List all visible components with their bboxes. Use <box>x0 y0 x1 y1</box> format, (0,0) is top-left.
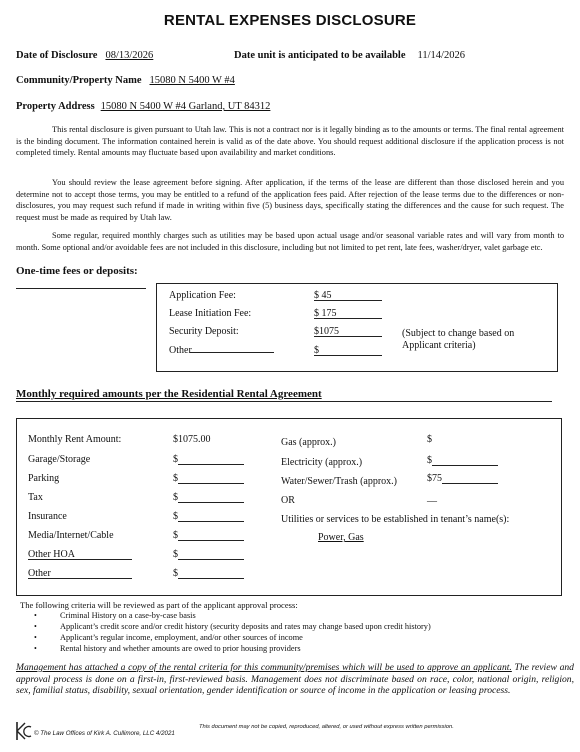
water-sewer-trash-field[interactable] <box>427 473 498 484</box>
parking-value: $ <box>173 473 178 484</box>
parking-label: Parking <box>28 473 60 484</box>
other-monthly-field[interactable] <box>173 568 244 579</box>
management-statement-underlined: Management has attached a copy of the rental criteria for this community/premises which will be used to approve an applicant. <box>16 662 512 673</box>
other-hoa-label <box>28 549 132 560</box>
or-label: OR <box>281 495 295 506</box>
bullet-icon: • <box>34 611 37 620</box>
bullet-icon: • <box>34 633 37 642</box>
insurance-value: $ <box>173 511 178 522</box>
tax-value: $ <box>173 492 178 503</box>
media-internet-cable-field[interactable] <box>173 530 244 541</box>
gas-label: Gas (approx.) <box>281 437 336 448</box>
disclosure-paragraph-3: Some regular, required monthly charges such as utilities may be based upon actual usage and/or seasonal variable rates and will vary from month to month. Some optional and/or avoidable fees are not included in this disclosure, including but not limited to pet rent, late fees, washer/dryer, valet garbage etc. <box>16 231 564 252</box>
security-deposit-field[interactable] <box>314 326 382 337</box>
bullet-icon: • <box>34 622 37 631</box>
water-sewer-trash-label: Water/Sewer/Trash (approx.) <box>281 476 398 487</box>
other-fee-value: $ <box>314 345 319 356</box>
other-fee-label: Other <box>169 345 192 356</box>
criteria-item: Rental history and whether amounts are owed to prior housing providers <box>60 644 301 653</box>
garage-storage-label: Garage/Storage <box>28 454 91 465</box>
tax-label: Tax <box>28 492 43 503</box>
tax-field[interactable] <box>173 492 244 503</box>
monthly-rent-value[interactable]: $1075.00 <box>173 434 211 445</box>
criteria-item: Applicant’s regular income, employment, and/or other sources of income <box>60 633 303 642</box>
address-value[interactable]: 15080 N 5400 W #4 Garland, UT 84312 <box>100 101 271 112</box>
onetime-divider <box>16 288 146 289</box>
security-deposit-label: Security Deposit: <box>169 326 239 337</box>
copyright-text: © The Law Offices of Kirk A. Cullimore, LLC 4/2021 <box>34 730 175 737</box>
copy-restriction-notice: This document may not be copied, reproduced, altered, or used without express written permission. <box>199 724 454 730</box>
lease-initiation-fee-field[interactable] <box>314 308 382 319</box>
tenant-utilities-value[interactable] <box>312 532 364 543</box>
kc-logo-mark <box>14 720 32 742</box>
subject-to-change-note: (Subject to change based on Applicant criteria) <box>402 328 515 351</box>
available-date-label: Date unit is anticipated to be available <box>234 50 406 61</box>
management-statement <box>16 662 574 697</box>
tenant-utilities-text: Power, Gas <box>318 532 364 543</box>
monthly-divider <box>16 401 552 402</box>
electricity-label: Electricity (approx.) <box>281 457 363 468</box>
address-row <box>16 96 270 114</box>
water-sewer-trash-value: $75 <box>427 473 442 484</box>
disclosure-date-label: Date of Disclosure <box>16 50 98 61</box>
insurance-label: Insurance <box>28 511 67 522</box>
insurance-field[interactable] <box>173 511 244 522</box>
address-label: Property Address <box>16 101 95 112</box>
tenant-utilities-label: Utilities or services to be established in tenant’s name(s): <box>281 514 510 525</box>
garage-storage-field[interactable] <box>173 454 244 465</box>
available-date-value[interactable]: 11/14/2026 <box>417 50 465 61</box>
criteria-item: Applicant’s credit score and/or credit history (security deposits and rates may change based upon credit history) <box>60 622 431 631</box>
disclosure-date-value[interactable]: 08/13/2026 <box>105 50 154 61</box>
application-fee-label: Application Fee: <box>169 290 236 301</box>
security-deposit-value: $1075 <box>314 326 339 337</box>
gas-value[interactable]: $ <box>427 434 432 445</box>
other-hoa-text: Other HOA <box>28 549 75 560</box>
disclosure-date-row <box>16 45 153 63</box>
management-statement-plain: The review and approval process is done on a first-in, first-reviewed basis. Management does not discriminate based on race, color, national origin, religion, sex, familial status, disability, sexual orientation, gender identification or source of income in the application or leasing process. <box>16 662 574 696</box>
parking-field[interactable] <box>173 473 244 484</box>
community-row <box>16 70 235 88</box>
onetime-heading: One-time fees or deposits: <box>16 265 138 277</box>
document-title: RENTAL EXPENSES DISCLOSURE <box>163 12 417 29</box>
bullet-icon: • <box>34 644 37 653</box>
or-placeholder: __ <box>427 492 437 503</box>
electricity-field[interactable] <box>427 455 498 466</box>
kc-logo <box>14 720 32 742</box>
monthly-rent-label: Monthly Rent Amount: <box>28 434 122 445</box>
application-fee-field[interactable] <box>314 290 382 301</box>
lease-initiation-fee-value: $ 175 <box>314 308 337 319</box>
other-monthly-value: $ <box>173 568 178 579</box>
application-fee-value: $ 45 <box>314 290 332 301</box>
garage-storage-value: $ <box>173 454 178 465</box>
available-date-row <box>234 45 465 63</box>
monthly-heading: Monthly required amounts per the Residential Rental Agreement <box>16 388 322 400</box>
criteria-intro: The following criteria will be reviewed as part of the applicant approval process: <box>20 600 298 610</box>
other-monthly-label <box>28 568 132 579</box>
disclosure-paragraph-1: This rental disclosure is given pursuant to Utah law. This is not a contract nor is it legally binding as to the amounts or terms. The final rental agreement is the binding document. The information contained herein is valid as of the date above. You should request additional disclosure if the application process is not completed timely. Rental amounts may fluctuate based upon availability and market conditions. <box>16 125 564 158</box>
disclosure-paragraph-2: You should review the lease agreement before signing. After application, if the terms of the lease are different than those disclosed herein and you determine not to accept those terms, you may be entitled to a refund of the application fees paid. After rejection of the lease terms due to the differences or non-disclosures, you may request such refund if made in writing within five (5) business days, specifically stating the differences and the cause for such request. The request must be made as required by Utah law. <box>16 178 564 222</box>
other-hoa-field[interactable] <box>173 549 244 560</box>
media-internet-cable-value: $ <box>173 530 178 541</box>
other-fee-description-line[interactable] <box>190 352 274 353</box>
other-hoa-value: $ <box>173 549 178 560</box>
community-label: Community/Property Name <box>16 75 142 86</box>
lease-initiation-fee-label: Lease Initiation Fee: <box>169 308 252 319</box>
other-fee-field[interactable] <box>314 345 382 356</box>
community-value[interactable]: 15080 N 5400 W #4 <box>149 75 235 86</box>
electricity-value: $ <box>427 455 432 466</box>
criteria-item: Criminal History on a case-by-case basis <box>60 611 196 620</box>
media-internet-cable-label: Media/Internet/Cable <box>28 530 114 541</box>
other-monthly-text: Other <box>28 568 51 579</box>
